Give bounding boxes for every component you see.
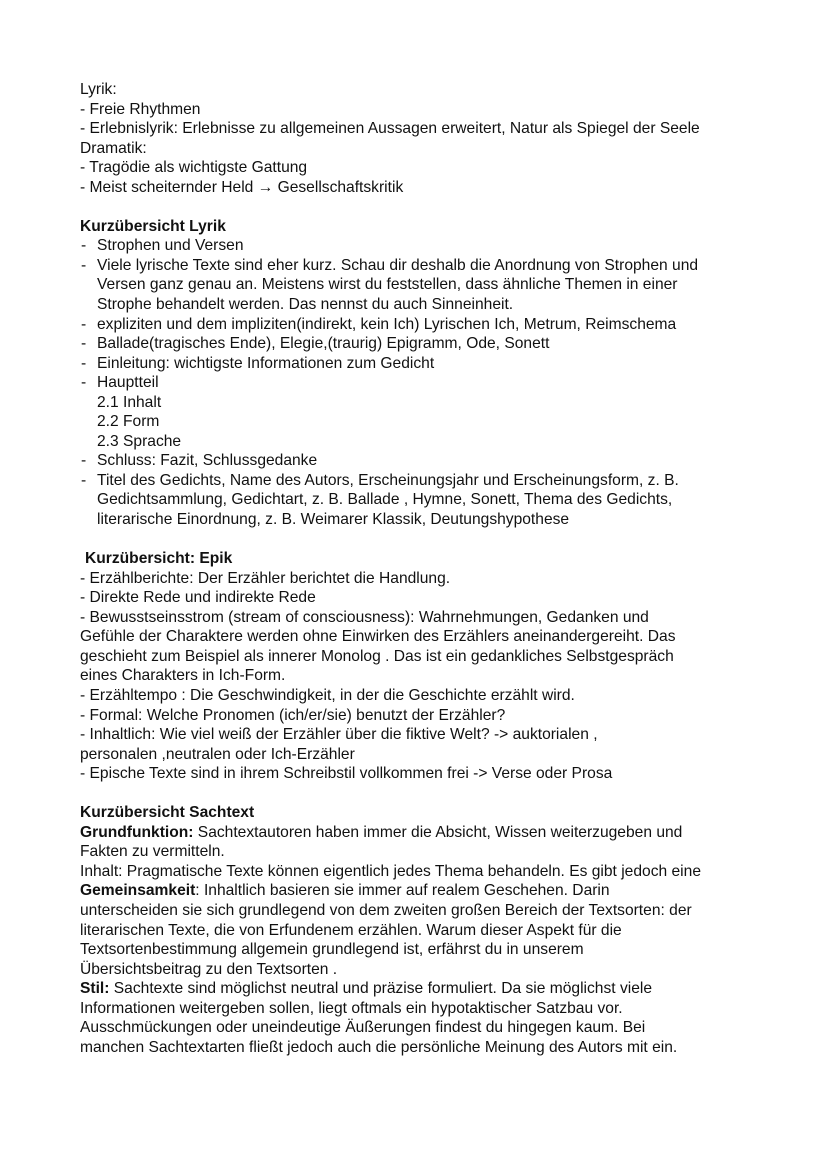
epik-line: - Bewusstseinsstrom (stream of consciousness): Wahrnehmungen, Gedanken und — [80, 608, 649, 626]
sachtext-line: manchen Sachtextarten fließt jedoch auch die persönliche Meinung des Autors mit ein. — [80, 1038, 678, 1056]
gemeinsamkeit-line — [80, 881, 788, 901]
spacer — [80, 530, 788, 550]
sub-list-item — [80, 393, 788, 413]
list-item-text: - Hauptteil — [97, 374, 159, 392]
intro-line: Dramatik: — [80, 139, 147, 157]
list-item-text: literarische Einordnung, z. B. Weimarer Klassik, Deutungshypothese — [97, 511, 570, 529]
grundfunktion-line — [80, 823, 788, 843]
epik-line: - Erzählberichte: Der Erzähler berichtet die Handlung. — [80, 569, 451, 587]
stil-text: Sachtexte sind möglichst neutral und präzise formuliert. Da sie möglichst viele — [109, 980, 653, 998]
epik-line: personalen ,neutralen oder Ich-Erzähler — [80, 745, 355, 763]
list-item-text: Strophe behandelt werden. Das nennst du auch Sinneinheit. — [97, 296, 514, 314]
epik-heading: Kurzübersicht: Epik — [85, 550, 233, 568]
sachtext-line: Informationen weitergeben sollen, liegt oftmals ein hypotaktischer Satzbau vor. — [80, 999, 623, 1017]
epik-line: - Erzähltempo : Die Geschwindigkeit, in der die Geschichte erzählt wird. — [80, 686, 575, 704]
epik-line: geschieht zum Beispiel als innerer Monolog . Das ist ein gedankliches Selbstgespräch — [80, 647, 674, 665]
stil-line — [80, 979, 788, 999]
sub-list-item-text: 2.1 Inhalt — [97, 393, 162, 411]
list-item-text: - Ballade(tragisches Ende), Elegie,(traurig) Epigramm, Ode, Sonett — [97, 335, 550, 353]
sachtext-heading: Kurzübersicht Sachtext — [80, 804, 255, 822]
list-item-text: - Schluss: Fazit, Schlussgedanke — [97, 452, 318, 470]
intro-line: - Freie Rhythmen — [80, 100, 201, 118]
list-item — [80, 471, 788, 530]
epik-line: - Inhaltlich: Wie viel weiß der Erzähler über die fiktive Welt? -> auktorialen , — [80, 726, 598, 744]
epik-line: - Formal: Welche Pronomen (ich/er/sie) benutzt der Erzähler? — [80, 706, 506, 724]
sachtext-line: literarischen Texte, die von Erfundenem erzählen. Warum dieser Aspekt für die — [80, 921, 622, 939]
sub-list-item — [80, 412, 788, 432]
grundfunktion-text: Sachtextautoren haben immer die Absicht, Wissen weiterzugeben und — [193, 823, 683, 841]
lyrik-heading: Kurzübersicht Lyrik — [80, 217, 226, 235]
list-item-text: - expliziten und dem impliziten(indirekt, kein Ich) Lyrischen Ich, Metrum, Reimschema — [97, 315, 677, 333]
sachtext-line: Fakten zu vermitteln. — [80, 843, 225, 861]
stil-label: Stil: — [80, 980, 110, 998]
epik-line: - Direkte Rede und indirekte Rede — [80, 589, 316, 607]
sachtext-section — [80, 803, 788, 1057]
list-item — [80, 451, 788, 471]
intro-line: - Meist scheiternder Held → Gesellschaftskritik — [80, 178, 404, 196]
list-item-text: - Strophen und Versen — [97, 237, 244, 255]
list-item-text: - Titel des Gedichts, Name des Autors, Erscheinungsjahr und Erscheinungsform, z. B. — [97, 471, 679, 489]
gemeinsamkeit-label: Gemeinsamkeit — [80, 882, 196, 900]
intro-section — [80, 80, 788, 197]
spacer — [80, 197, 788, 217]
epik-line: eines Charakters in Ich-Form. — [80, 667, 286, 685]
lyrik-list — [80, 236, 788, 529]
grundfunktion-label: Grundfunktion: — [80, 823, 194, 841]
epik-line: - Epische Texte sind in ihrem Schreibstil vollkommen frei -> Verse oder Prosa — [80, 765, 613, 783]
list-item-text: - Einleitung: wichtigste Informationen zum Gedicht — [97, 354, 435, 372]
epik-section — [80, 549, 788, 784]
list-item — [80, 354, 788, 374]
gemeinsamkeit-text: : Inhaltlich basieren sie immer auf realem Geschehen. Darin — [195, 882, 610, 900]
list-item — [80, 334, 788, 354]
sub-list-item — [80, 432, 788, 452]
list-item — [80, 236, 788, 256]
list-item — [80, 373, 788, 393]
list-item-text: - Viele lyrische Texte sind eher kurz. Schau dir deshalb die Anordnung von Strophen und — [97, 256, 699, 274]
sachtext-line: Ausschmückungen oder uneindeutige Äußerungen findest du hingegen kaum. Bei — [80, 1019, 646, 1037]
list-item-text: Gedichtsammlung, Gedichtart, z. B. Ballade , Hymne, Sonett, Thema des Gedichts, — [97, 491, 673, 509]
lyrik-section — [80, 217, 788, 530]
inhalt-line: Inhalt: Pragmatische Texte können eigentlich jedes Thema behandeln. Es gibt jedoch eine — [80, 862, 701, 880]
sachtext-line: Übersichtsbeitrag zu den Textsorten . — [80, 960, 338, 978]
list-item — [80, 315, 788, 335]
list-item — [80, 256, 788, 315]
list-item-text: Versen ganz genau an. Meistens wirst du feststellen, dass ähnliche Themen in einer — [97, 276, 678, 294]
sub-list-item-text: 2.3 Sprache — [97, 432, 182, 450]
intro-line: Lyrik: — [80, 81, 117, 98]
spacer — [80, 784, 788, 804]
intro-line: - Tragödie als wichtigste Gattung — [80, 159, 308, 177]
sachtext-line: Textsortenbestimmung allgemein grundlegend ist, erfährst du in unserem — [80, 941, 584, 959]
sub-list-item-text: 2.2 Form — [97, 413, 160, 431]
sachtext-line: unterscheiden sie sich grundlegend von dem zweiten großen Bereich der Textsorten: der — [80, 901, 692, 919]
intro-line: - Erlebnislyrik: Erlebnisse zu allgemeinen Aussagen erweitert, Natur als Spiegel der Seele — [80, 120, 700, 138]
epik-line: Gefühle der Charaktere werden ohne Einwirken des Erzählers aneinandergereiht. Das — [80, 628, 676, 646]
